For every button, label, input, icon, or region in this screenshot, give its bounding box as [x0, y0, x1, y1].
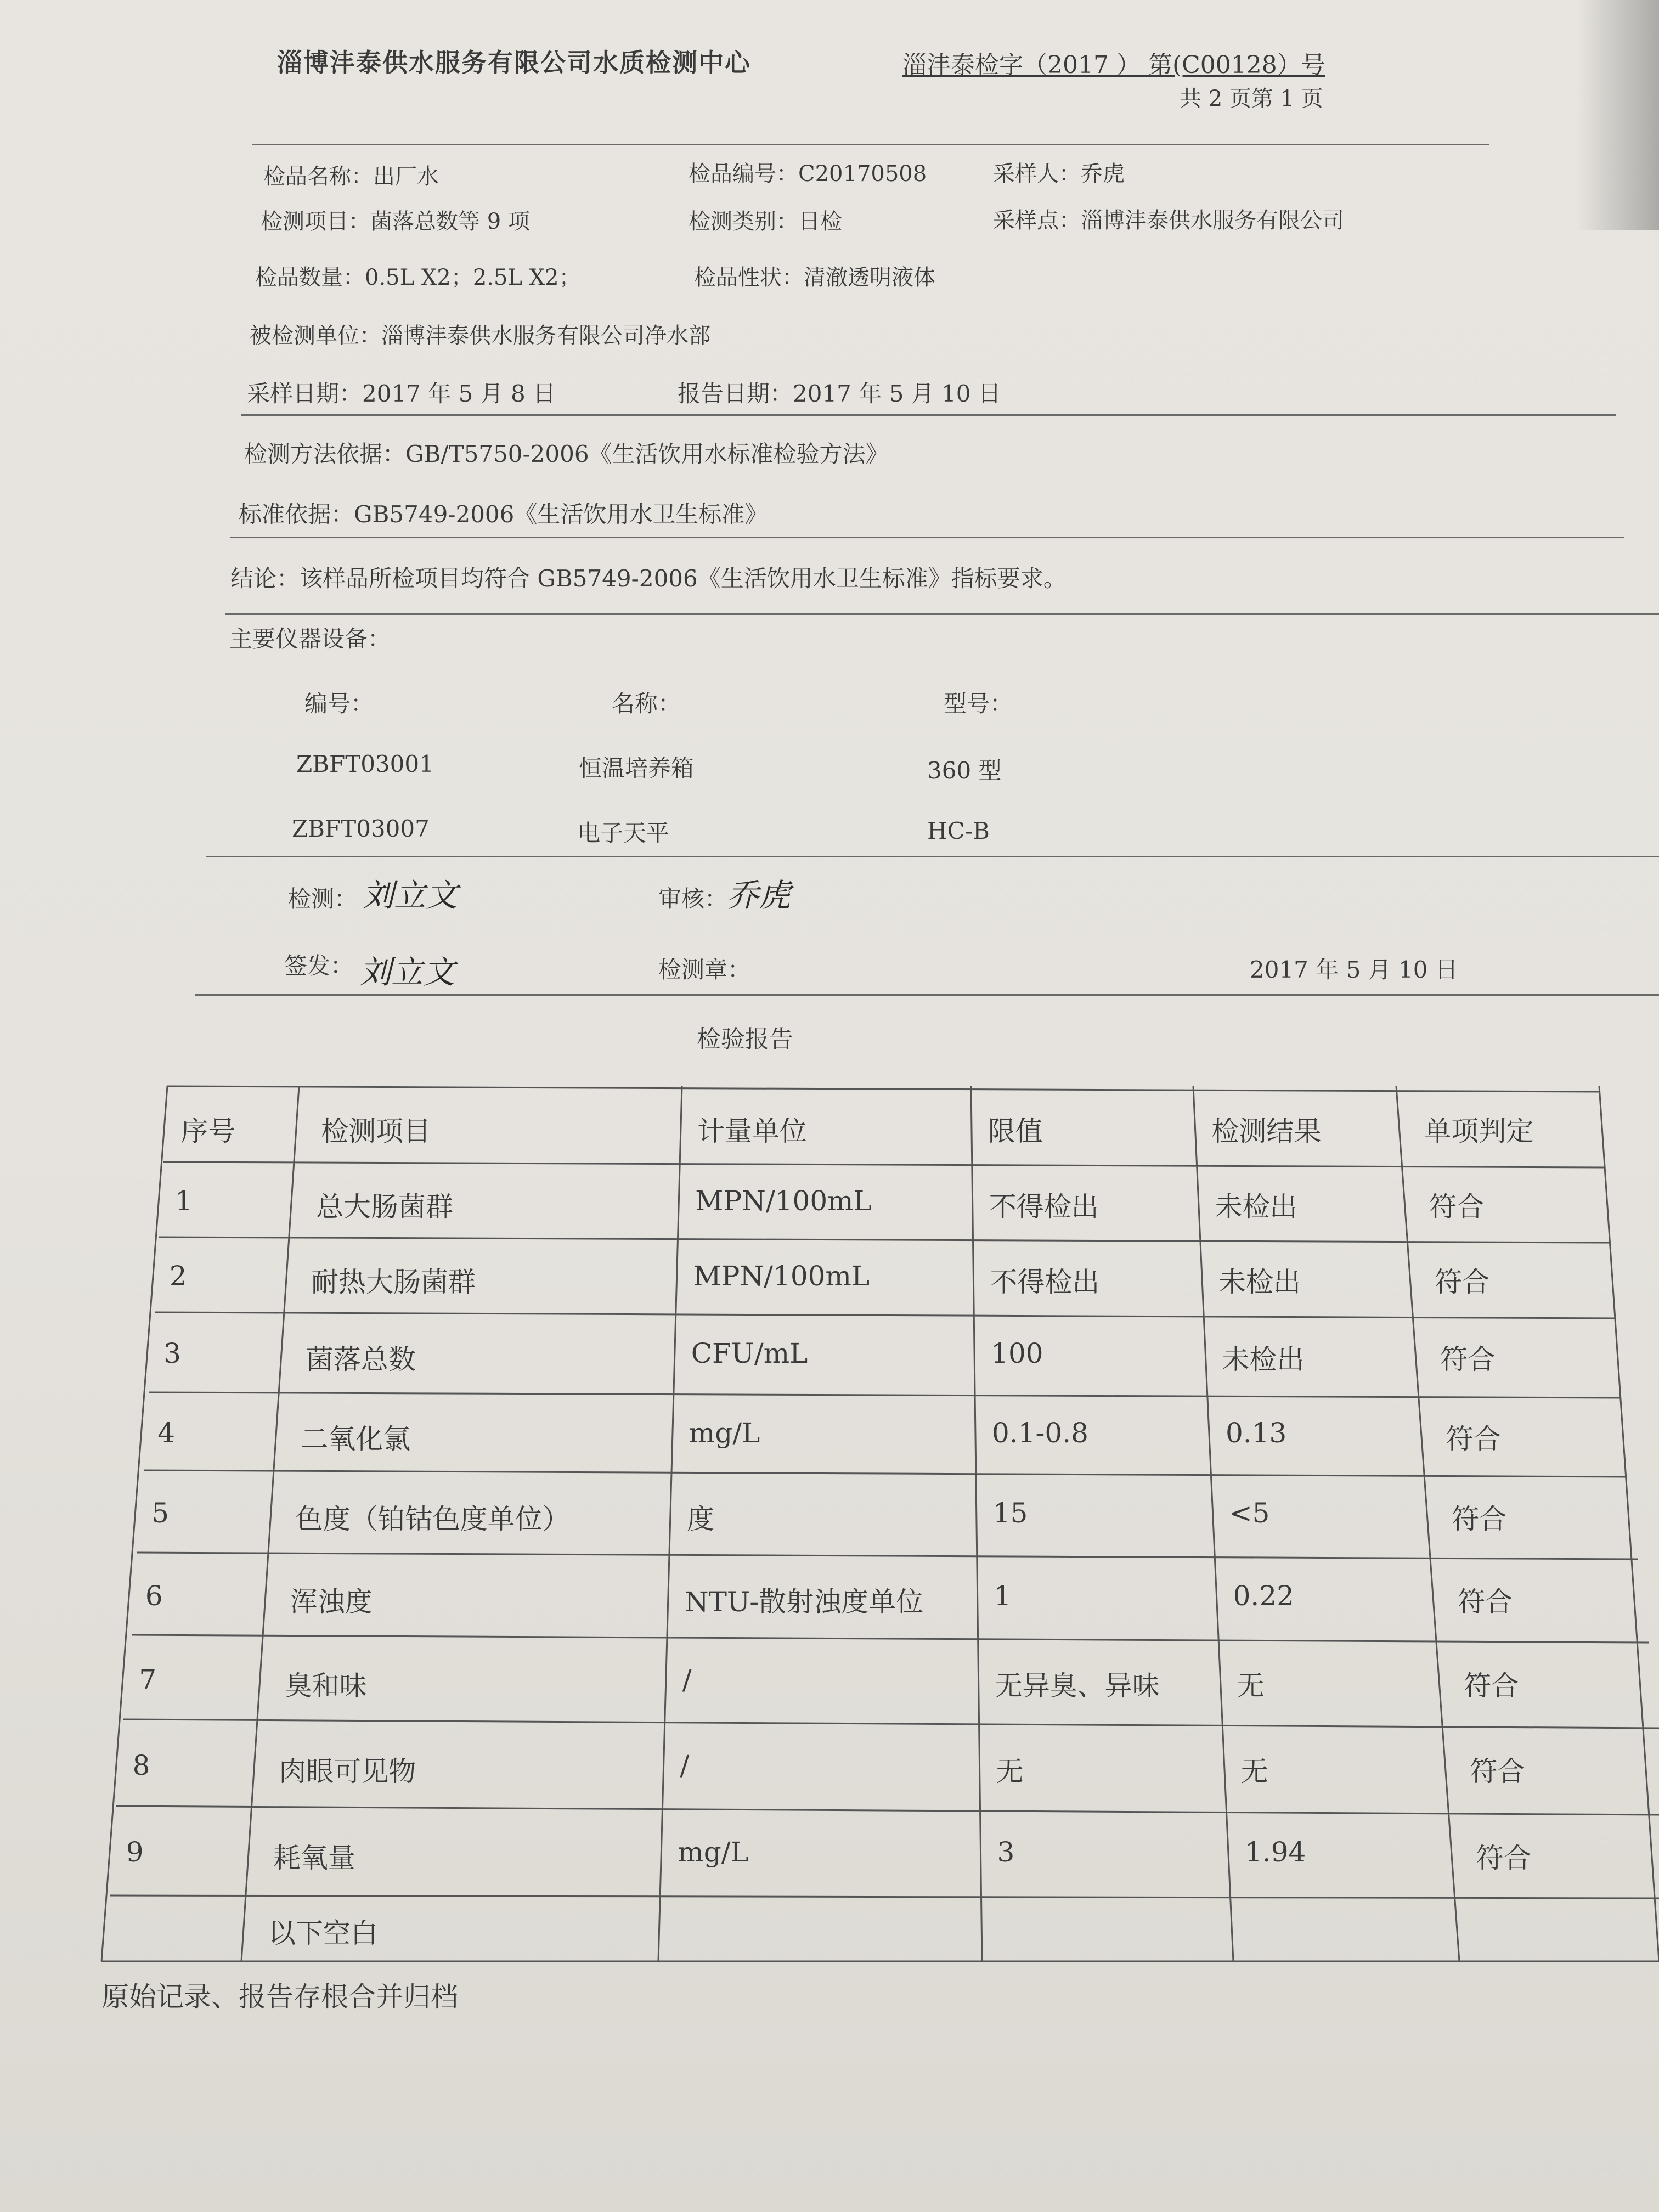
sample-number: 检品编号：C20170508: [689, 161, 927, 187]
table-cell-row1-result: 未检出: [1215, 1190, 1297, 1223]
report-title: 检验报告: [697, 1025, 793, 1053]
table-cell-row9-limit: 3: [997, 1836, 1015, 1868]
table-cell-row7-judgement: 符合: [1464, 1669, 1519, 1702]
sampler: 采样人：乔虎: [993, 161, 1125, 187]
table-cell-row2-limit: 不得检出: [990, 1266, 1100, 1298]
report-number: 淄沣泰检字（2017 ） 第(C00128）号: [902, 51, 1325, 79]
page-info: 共 2 页第 1 页: [1180, 86, 1323, 111]
table-cell-row1-unit: MPN/100mL: [695, 1184, 872, 1217]
table-cell-row7-unit: /: [682, 1663, 692, 1696]
table-cell-row4-limit: 0.1-0.8: [991, 1417, 1088, 1449]
table-cell-row8-unit: /: [680, 1750, 690, 1781]
sample-date: 采样日期：2017 年 5 月 8 日: [247, 380, 556, 407]
table-cell-row7-limit: 无异臭、异味: [995, 1669, 1160, 1702]
table-cell-row10-item: 以下空白: [268, 1917, 378, 1950]
stamp-label: 检测章：: [658, 956, 751, 983]
tester-label: 检测：: [288, 885, 358, 912]
equipment-row-1-id: ZBFT03001: [296, 751, 434, 777]
table-cell-row7-item: 臭和味: [284, 1669, 367, 1702]
test-items: 检测项目：菌落总数等 9 项: [261, 209, 530, 234]
table-cell-row5-limit: 15: [992, 1497, 1028, 1529]
report-date: 报告日期：2017 年 5 月 10 日: [678, 380, 1001, 407]
table-cell-row6-unit: NTU-散射浊度单位: [684, 1585, 924, 1618]
standard-basis: 标准依据：GB5749-2006《生活饮用水卫生标准》: [239, 501, 768, 528]
signoff-date: 2017 年 5 月 10 日: [1250, 956, 1458, 983]
table-cell-row6-item: 浑浊度: [290, 1585, 373, 1618]
table-cell-row4-judgement: 符合: [1446, 1423, 1501, 1455]
table-cell-row9-unit: mg/L: [678, 1836, 749, 1868]
table-cell-row2-unit: MPN/100mL: [693, 1260, 870, 1292]
issuer-signature: 刘立文: [359, 953, 455, 991]
table-cell-row1-index: 1: [175, 1184, 193, 1217]
table-cell-row8-index: 8: [132, 1750, 150, 1781]
equipment-row-1-name: 恒温培养箱: [579, 755, 695, 782]
table-header-unit: 计量单位: [697, 1115, 807, 1147]
table-header-judgement: 单项判定: [1424, 1115, 1534, 1147]
table-cell-row4-index: 4: [157, 1417, 176, 1449]
table-cell-row5-unit: 度: [686, 1503, 714, 1535]
table-cell-row3-judgement: 符合: [1440, 1344, 1496, 1376]
table-cell-row1-item: 总大肠菌群: [316, 1190, 454, 1223]
equipment-row-2-id: ZBFT03007: [292, 815, 430, 842]
equipment-title: 主要仪器设备：: [229, 625, 391, 652]
table-cell-row9-index: 9: [126, 1836, 144, 1868]
org-title: 淄博沣泰供水服务有限公司水质检测中心: [277, 48, 751, 77]
table-cell-row8-result: 无: [1240, 1756, 1268, 1787]
table-cell-row4-unit: mg/L: [689, 1417, 760, 1449]
table-cell-row8-item: 肉眼可见物: [279, 1756, 416, 1787]
table-cell-row7-result: 无: [1237, 1669, 1265, 1702]
table-header-index: 序号: [180, 1115, 236, 1147]
table-cell-row5-judgement: 符合: [1452, 1503, 1507, 1535]
table-cell-row2-result: 未检出: [1218, 1266, 1301, 1298]
table-header-result: 检测结果: [1211, 1115, 1322, 1147]
sample-point: 采样点：淄博沣泰供水服务有限公司: [993, 208, 1344, 233]
table-cell-row1-limit: 不得检出: [989, 1190, 1099, 1223]
table-cell-row4-item: 二氧化氯: [301, 1423, 411, 1455]
equipment-row-2-name: 电子天平: [577, 820, 670, 847]
issuer-label: 签发：: [284, 952, 354, 979]
table-cell-row3-limit: 100: [991, 1338, 1043, 1370]
table-cell-row3-result: 未检出: [1222, 1344, 1305, 1376]
sample-name: 检品名称：出厂水: [263, 164, 439, 189]
equipment-header-id: 编号：: [304, 690, 374, 717]
table-cell-row3-index: 3: [163, 1338, 181, 1370]
table-cell-row1-judgement: 符合: [1429, 1190, 1485, 1223]
table-cell-row6-index: 6: [145, 1579, 163, 1612]
table-cell-row6-limit: 1: [994, 1579, 1012, 1612]
table-cell-row3-item: 菌落总数: [306, 1344, 416, 1376]
table-header-limit: 限值: [988, 1115, 1043, 1147]
sample-character: 检品性状：清澈透明液体: [694, 265, 935, 290]
conclusion: 结论：该样品所检项目均符合 GB5749-2006《生活饮用水卫生标准》指标要求。: [230, 565, 1066, 592]
table-cell-row7-index: 7: [139, 1663, 157, 1696]
table-cell-row6-result: 0.22: [1233, 1579, 1294, 1612]
equipment-row-2-model: HC-B: [927, 817, 990, 844]
test-type: 检测类别：日检: [689, 209, 842, 234]
footnote: 原始记录、报告存根合并归档: [101, 1981, 458, 2013]
equipment-row-1-model: 360 型: [927, 757, 1002, 784]
table-cell-row8-limit: 无: [996, 1756, 1024, 1787]
table-cell-row2-judgement: 符合: [1435, 1266, 1490, 1298]
table-cell-row6-judgement: 符合: [1458, 1585, 1513, 1618]
table-cell-row5-result: <5: [1229, 1497, 1270, 1529]
table-cell-row9-item: 耗氧量: [273, 1842, 356, 1874]
equipment-header-name: 名称：: [612, 690, 681, 717]
table-cell-row2-index: 2: [169, 1260, 187, 1292]
tester-signature: 刘立文: [362, 877, 458, 914]
table-cell-row5-item: 色度（铂钴色度单位）: [295, 1503, 570, 1535]
equipment-header-model: 型号：: [944, 690, 1013, 717]
table-cell-row9-judgement: 符合: [1476, 1842, 1531, 1874]
reviewer-label: 审核：: [658, 885, 728, 912]
table-cell-row4-result: 0.13: [1226, 1417, 1287, 1449]
reviewer-signature: 乔虎: [727, 877, 791, 914]
table-header-item: 检测项目: [321, 1115, 431, 1147]
table-cell-row9-result: 1.94: [1245, 1836, 1306, 1868]
tested-unit: 被检测单位：淄博沣泰供水服务有限公司净水部: [250, 323, 710, 348]
table-cell-row2-item: 耐热大肠菌群: [311, 1266, 476, 1298]
method-basis: 检测方法依据：GB/T5750-2006《生活饮用水标准检验方法》: [244, 441, 889, 467]
table-cell-row8-judgement: 符合: [1470, 1756, 1525, 1787]
sample-quantity: 检品数量：0.5L X2；2.5L X2；: [255, 265, 581, 290]
table-cell-row5-index: 5: [151, 1497, 170, 1529]
table-cell-row3-unit: CFU/mL: [691, 1338, 808, 1370]
